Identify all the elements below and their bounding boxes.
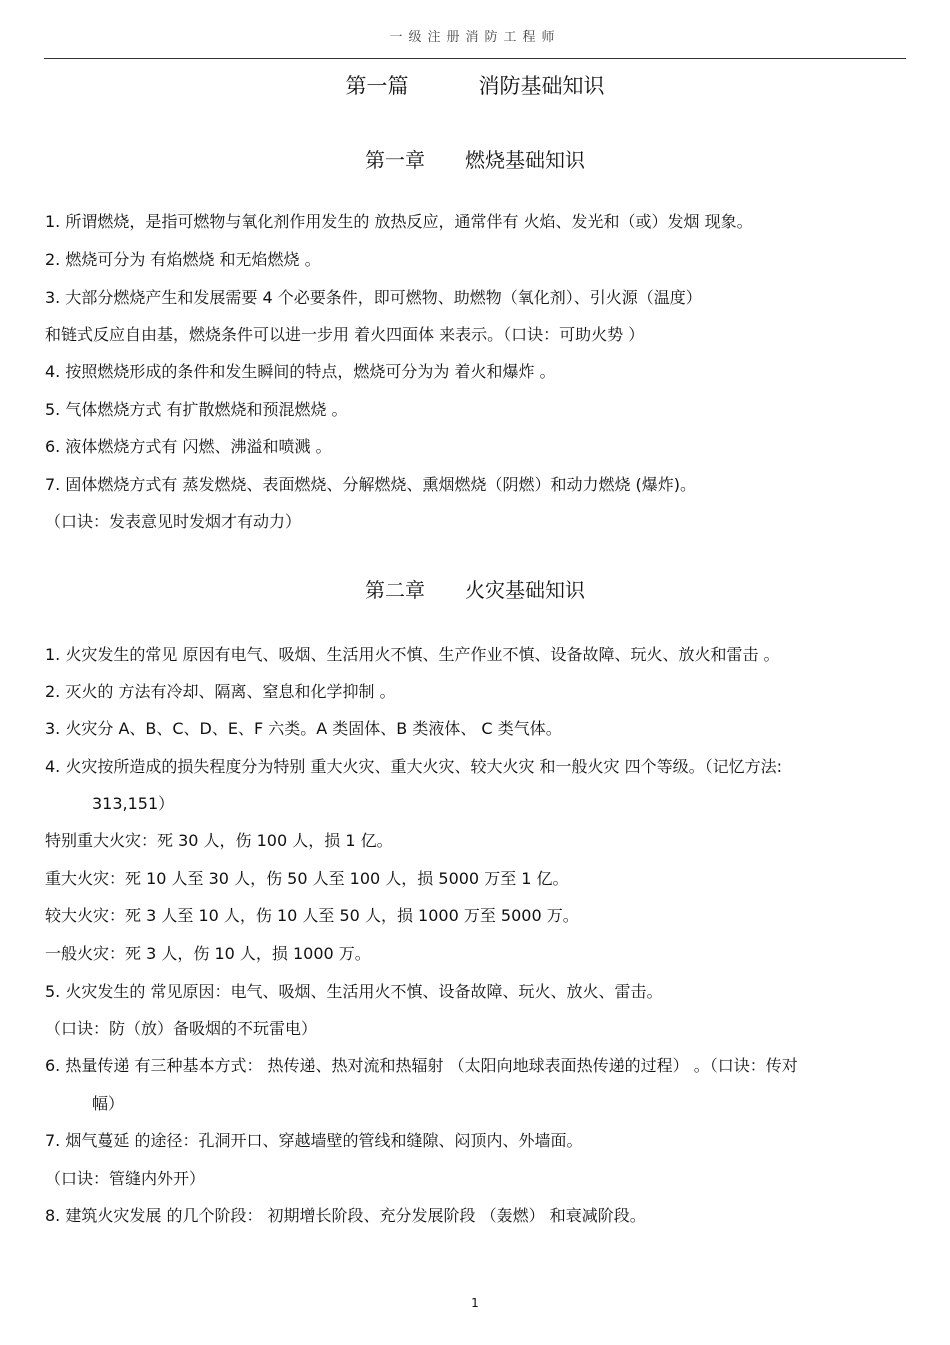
paragraph-line: 313,151） bbox=[92, 794, 175, 813]
paragraph-line: 1. 所谓燃烧，是指可燃物与氧化剂作用发生的 放热反应，通常伴有 火焰、发光和（或）发烟 现象。 bbox=[45, 212, 753, 231]
mnemonic-line: （口诀：防（放）备吸烟的不玩雷电） bbox=[45, 1019, 318, 1038]
paragraph-line: 3. 火灾分 A、B、C、D、E、F 六类。A 类固体、B 类液体、 C 类气体。 bbox=[45, 719, 562, 738]
chapter-title: 燃烧基础知识 bbox=[465, 148, 585, 172]
chapter-heading bbox=[0, 574, 950, 603]
paragraph-line: 3. 大部分燃烧产生和发展需要 4 个必要条件，即可燃物、助燃物（氧化剂）、引火源（温度） bbox=[45, 288, 702, 307]
part-number: 第一篇 bbox=[345, 74, 409, 98]
paragraph-line: 幅） bbox=[92, 1094, 125, 1113]
chapter-heading bbox=[0, 144, 950, 173]
paragraph-line: 6. 液体燃烧方式有 闪燃、沸溢和喷溅 。 bbox=[45, 437, 332, 456]
paragraph-line: 7. 烟气蔓延 的途径：孔洞开口、穿越墙壁的管线和缝隙、闷顶内、外墙面。 bbox=[45, 1131, 583, 1150]
mnemonic-line: （口诀：管缝内外开） bbox=[45, 1169, 206, 1188]
part-heading bbox=[0, 70, 950, 100]
part-title: 消防基础知识 bbox=[478, 74, 605, 98]
paragraph-line: 5. 气体燃烧方式 有扩散燃烧和预混燃烧 。 bbox=[45, 400, 348, 419]
paragraph-line: 1. 火灾发生的常见 原因有电气、吸烟、生活用火不慎、生产作业不慎、设备故障、玩火、放火和雷击 。 bbox=[45, 645, 780, 664]
paragraph-line: 6. 热量传递 有三种基本方式： 热传递、热对流和热辐射 （太阳向地球表面热传递的过程） 。（口诀：传对 bbox=[45, 1056, 798, 1075]
header-divider bbox=[44, 58, 906, 59]
chapter-number: 第二章 bbox=[365, 578, 425, 602]
page-number: 1 bbox=[471, 1296, 479, 1310]
paragraph-line: 特别重大火灾：死 30 人，伤 100 人，损 1 亿。 bbox=[45, 831, 393, 850]
paragraph-line: 4. 按照燃烧形成的条件和发生瞬间的特点，燃烧可分为为 着火和爆炸 。 bbox=[45, 362, 556, 381]
paragraph-line: 2. 燃烧可分为 有焰燃烧 和无焰燃烧 。 bbox=[45, 250, 321, 269]
paragraph-line: 重大火灾：死 10 人至 30 人，伤 50 人至 100 人，损 5000 万至 1 亿。 bbox=[45, 869, 569, 888]
paragraph-line: 7. 固体燃烧方式有 蒸发燃烧、表面燃烧、分解燃烧、熏烟燃烧（阴燃）和动力燃烧 (爆炸)。 bbox=[45, 475, 697, 494]
paragraph-line: 5. 火灾发生的 常见原因：电气、吸烟、生活用火不慎、设备故障、玩火、放火、雷击。 bbox=[45, 982, 663, 1001]
chapter-title: 火灾基础知识 bbox=[465, 578, 585, 602]
paragraph-line: 较大火灾：死 3 人至 10 人，伤 10 人至 50 人，损 1000 万至 5000 万。 bbox=[45, 906, 579, 925]
chapter-number: 第一章 bbox=[365, 148, 425, 172]
paragraph-line: 8. 建筑火灾发展 的几个阶段： 初期增长阶段、充分发展阶段 （轰燃） 和衰减阶段。 bbox=[45, 1206, 646, 1225]
mnemonic-line: （口诀：发表意见时发烟才有动力） bbox=[45, 512, 302, 531]
running-header: 一级注册消防工程师 bbox=[389, 30, 561, 45]
paragraph-line: 2. 灭火的 方法有冷却、隔离、窒息和化学抑制 。 bbox=[45, 682, 396, 701]
paragraph-line: 和链式反应自由基，燃烧条件可以进一步用 着火四面体 来表示。（口诀：可助火势 ） bbox=[45, 325, 645, 344]
paragraph-line: 4. 火灾按所造成的损失程度分为特别 重大火灾、重大火灾、较大火灾 和一般火灾 四个等级。（记忆方法: bbox=[45, 757, 783, 776]
paragraph-line: 一般火灾：死 3 人，伤 10 人，损 1000 万。 bbox=[45, 944, 371, 963]
